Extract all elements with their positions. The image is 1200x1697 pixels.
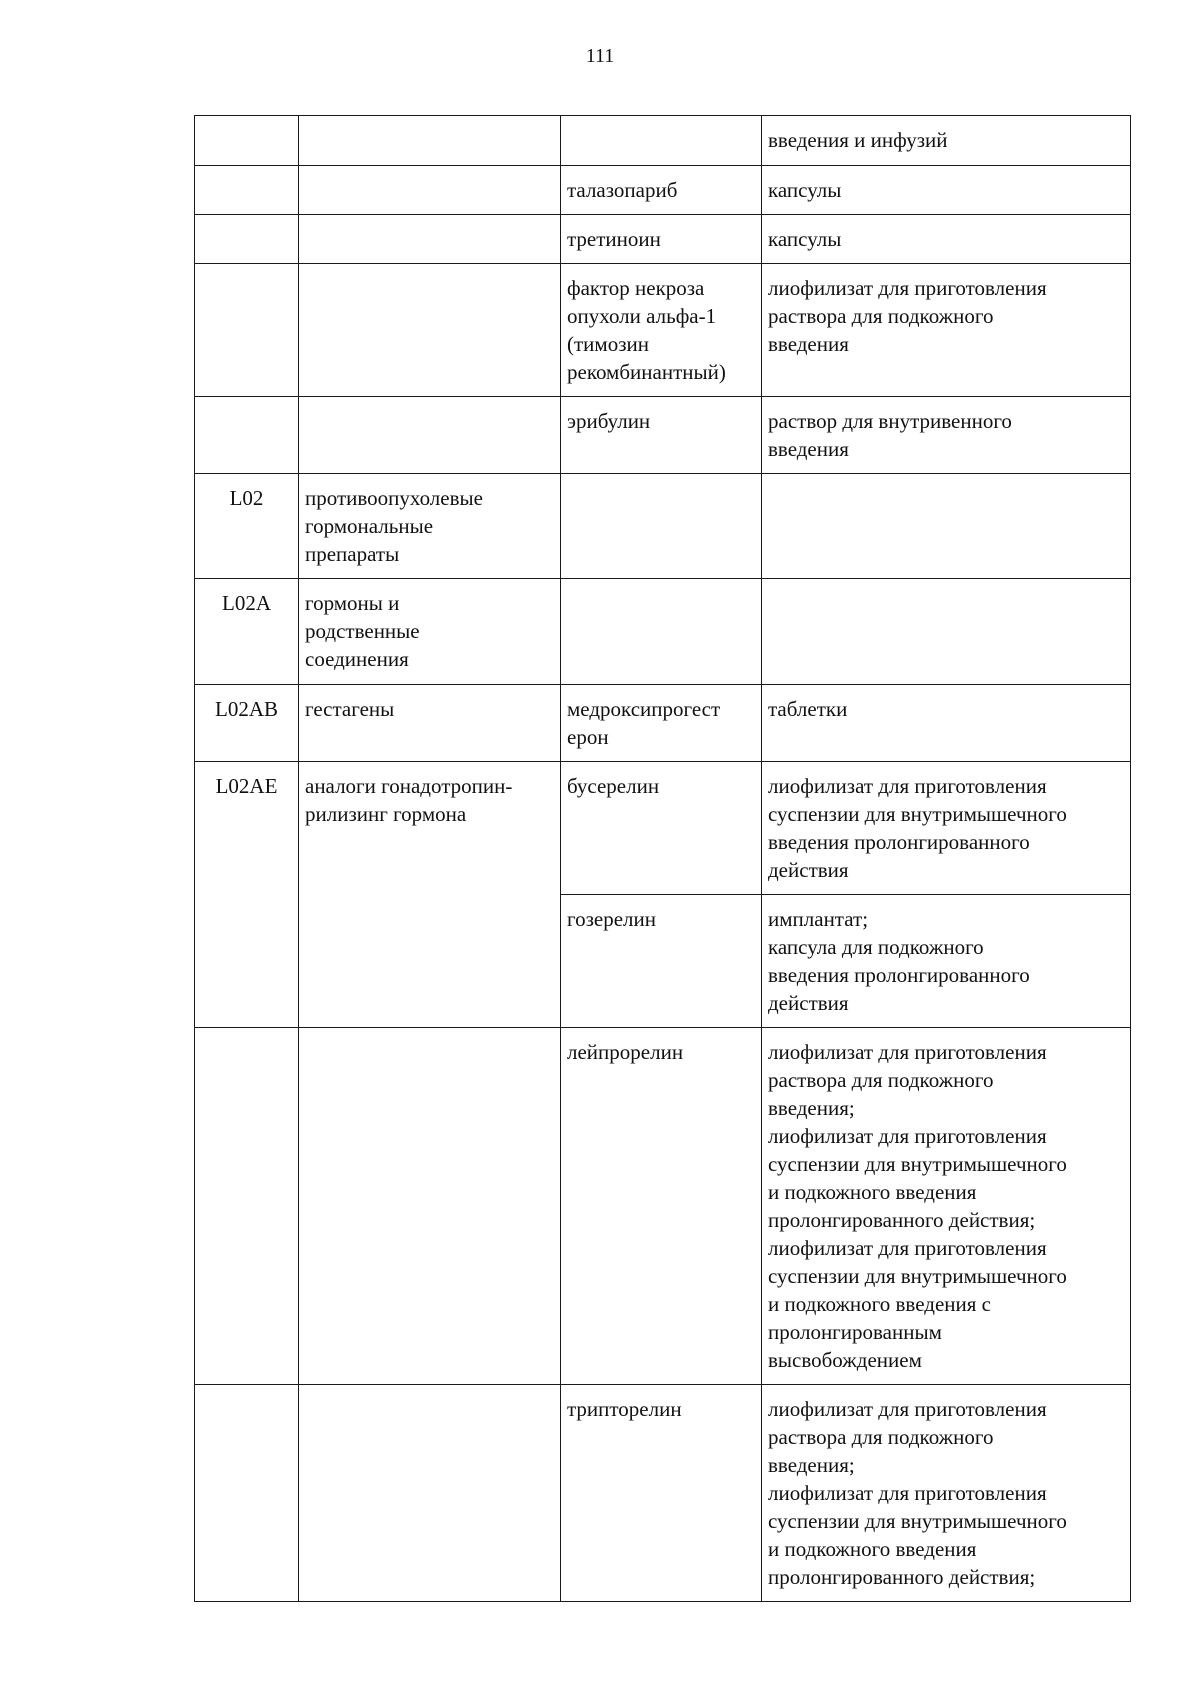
table-row <box>195 397 1131 474</box>
drug-cell <box>561 579 762 685</box>
table-row <box>195 116 1131 166</box>
table-row <box>195 685 1131 762</box>
drug-table <box>194 115 1131 1602</box>
form-cell: капсулы <box>762 166 1131 215</box>
atc-code-cell <box>195 397 299 474</box>
form-cell: лиофилизат для приготовления раствора для подкожного введения <box>762 264 1131 397</box>
drug-cell: бусерелин <box>561 762 762 895</box>
form-cell <box>762 474 1131 579</box>
group-cell <box>299 264 561 397</box>
drug-cell: талазопариб <box>561 166 762 215</box>
group-cell <box>299 166 561 215</box>
form-cell <box>762 579 1131 685</box>
group-cell <box>299 116 561 166</box>
form-cell: введения и инфузий <box>762 116 1131 166</box>
group-cell: гестагены <box>299 685 561 762</box>
form-cell: капсулы <box>762 215 1131 264</box>
atc-code-cell <box>195 215 299 264</box>
group-cell <box>299 1028 561 1385</box>
group-cell <box>299 397 561 474</box>
table-row <box>195 579 1131 685</box>
atc-code-cell: L02A <box>195 579 299 685</box>
atc-code-cell <box>195 1385 299 1602</box>
drug-cell: медроксипрогест ерон <box>561 685 762 762</box>
table-row <box>195 762 1131 895</box>
atc-code-cell: L02AE <box>195 762 299 1028</box>
drug-cell: эрибулин <box>561 397 762 474</box>
table-row <box>195 166 1131 215</box>
group-cell: аналоги гонадотропин- рилизинг гормона <box>299 762 561 1028</box>
drug-cell: гозерелин <box>561 895 762 1028</box>
group-cell <box>299 215 561 264</box>
atc-code-cell: L02AB <box>195 685 299 762</box>
table-row <box>195 1385 1131 1602</box>
table-row <box>195 215 1131 264</box>
form-cell: лиофилизат для приготовления раствора для подкожного введения; лиофилизат для приготовления суспензии для внутримышечного и подкожного введения пролонгированного действия; <box>762 1385 1131 1602</box>
form-cell: лиофилизат для приготовления раствора для подкожного введения; лиофилизат для приготовления суспензии для внутримышечного и подкожного введения пролонгированного действия; лиофилизат для приготовления суспензии для внутримышечного и подкожного введения с пролонгированным высвобождением <box>762 1028 1131 1385</box>
table-row <box>195 474 1131 579</box>
form-cell: имплантат; капсула для подкожного введения пролонгированного действия <box>762 895 1131 1028</box>
drug-cell: трипторелин <box>561 1385 762 1602</box>
atc-code-cell <box>195 264 299 397</box>
drug-cell: лейпрорелин <box>561 1028 762 1385</box>
drug-cell <box>561 474 762 579</box>
drug-cell: третиноин <box>561 215 762 264</box>
form-cell: раствор для внутривенного введения <box>762 397 1131 474</box>
form-cell: лиофилизат для приготовления суспензии для внутримышечного введения пролонгированного действия <box>762 762 1131 895</box>
drug-cell <box>561 116 762 166</box>
atc-code-cell <box>195 166 299 215</box>
page-number: 111 <box>585 45 615 67</box>
table-row <box>195 264 1131 397</box>
group-cell: гормоны и родственные соединения <box>299 579 561 685</box>
group-cell <box>299 1385 561 1602</box>
atc-code-cell: L02 <box>195 474 299 579</box>
drug-cell: фактор некроза опухоли альфа-1 (тимозин рекомбинантный) <box>561 264 762 397</box>
form-cell: таблетки <box>762 685 1131 762</box>
atc-code-cell <box>195 1028 299 1385</box>
group-cell: противоопухолевые гормональные препараты <box>299 474 561 579</box>
atc-code-cell <box>195 116 299 166</box>
table-row <box>195 1028 1131 1385</box>
